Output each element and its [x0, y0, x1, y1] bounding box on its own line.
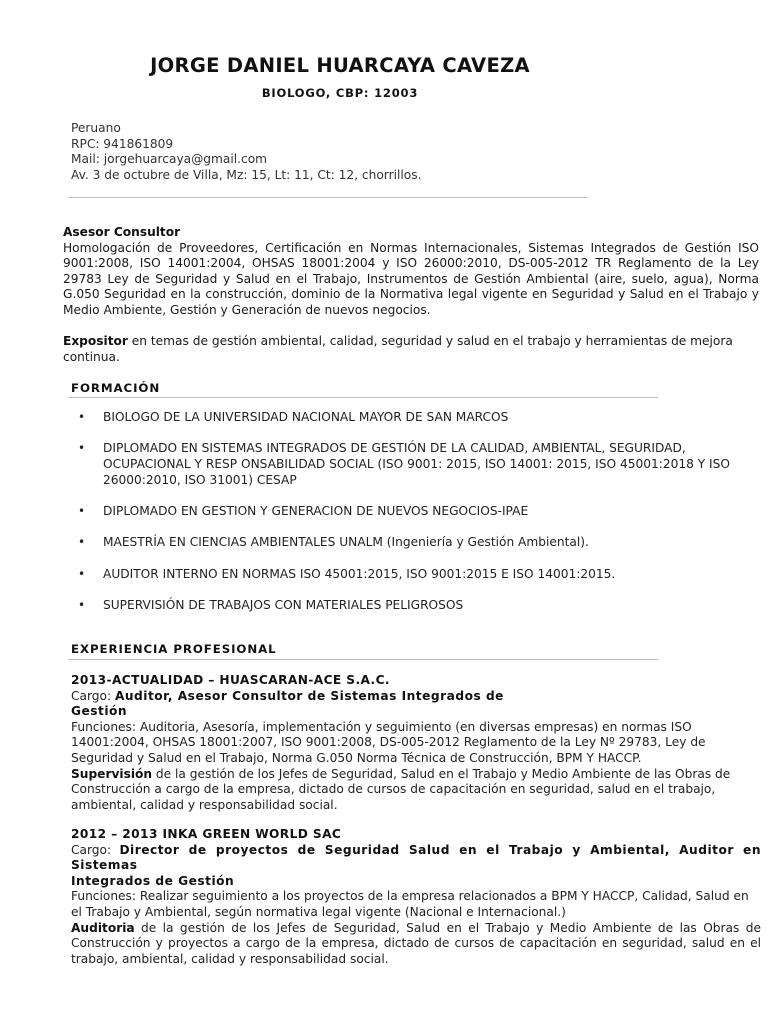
list-item — [71, 567, 761, 583]
extra-text: de la gestión de los Jefes de Seguridad, Salud en el Trabajo y Medio Ambiente de las Obras de Construcción a cargo de la empresa, dictado de cursos de capacitación en seguridad, salud en el trabajo, ambiental, calidad y responsabilidad social. — [71, 766, 731, 812]
formacion-item-text: DIPLOMADO EN SISTEMAS INTEGRADOS DE GESTIÓN DE LA CALIDAD, AMBIENTAL, SEGURIDAD, OCUPACIONAL Y RESP ONSABILIDAD SOCIAL (ISO 9001: 2015, ISO 14001: 2015, ISO 45001:2018 Y ISO 26000:2010, ISO 31001) CESAP — [103, 441, 730, 487]
experiencia-divider — [68, 659, 658, 660]
job-entry — [71, 827, 761, 967]
cargo-label: Cargo: — [71, 688, 115, 703]
bullet-icon: • — [78, 410, 86, 424]
list-item — [71, 441, 761, 488]
list-item — [71, 410, 761, 426]
job-funciones: Funciones: Auditoria, Asesoría, implementación y seguimiento (en diversas empresas) en normas ISO 14001:2004, OHSAS 18001:2007, ISO 9001:2008, DS-005-2012 Reglamento de la Ley Nº 29783, Ley de Seguridad y Salud en el Trabajo, Norma G.050 Norma Técnica de Construcción, BPM Y HACCP. — [71, 719, 706, 765]
formacion-item-text: AUDITOR INTERNO EN NORMAS ISO 45001:2015, ISO 9001:2015 E ISO 14001:2015. — [103, 566, 616, 581]
job-period: 2012 – 2013 INKA GREEN WORLD SAC — [71, 827, 342, 841]
candidate-name: JORGE DANIEL HUARCAYA CAVEZA — [150, 54, 530, 77]
bullet-icon: • — [78, 598, 86, 613]
job-cargo — [71, 689, 761, 705]
formacion-list — [71, 410, 761, 630]
address: Av. 3 de octubre de Villa, Mz: 15, Lt: 11, Ct: 12, chorrillos. — [71, 167, 422, 182]
extra-label: Supervisión — [71, 766, 153, 781]
formacion-divider — [68, 397, 658, 398]
cargo-text: Director de proyectos de Seguridad Salud en el Trabajo y Ambiental, Auditor en Sistemas — [71, 842, 762, 873]
cargo-text: Auditor, Asesor Consultor de Sistemas Integrados de — [114, 688, 504, 703]
extra-label: Auditoria — [71, 920, 135, 935]
job-entry — [71, 673, 761, 813]
formacion-item-text: MAESTRÍA EN CIENCIAS AMBIENTALES UNALM (Ingeniería y Gestión Ambiental). — [103, 535, 589, 550]
expositor-text: en temas de gestión ambiental, calidad, seguridad y salud en el trabajo y herramientas de mejora continua. — [63, 334, 733, 364]
extra-text: de la gestión de los Jefes de Seguridad, Salud en el Trabajo y Medio Ambiente de las Obras de Construcción y proyectos a cargo de la empresa, dictado de cursos de capacitación en seguridad, salud en el trabajo, ambiental, calidad y responsabilidad social. — [71, 920, 761, 966]
list-item — [71, 535, 761, 551]
bullet-icon: • — [78, 535, 86, 550]
job-extra — [71, 767, 761, 814]
job-period: 2013-ACTUALIDAD – HUASCARAN-ACE S.A.C. — [71, 673, 390, 687]
experiencia-heading: EXPERIENCIA PROFESIONAL — [71, 642, 277, 656]
formacion-heading: FORMACIÓN — [71, 381, 161, 395]
job-extra — [71, 921, 761, 968]
divider-line — [68, 197, 588, 198]
bullet-icon: • — [78, 566, 86, 581]
expositor-label: Expositor — [63, 334, 128, 348]
cargo-label: Cargo: — [71, 842, 120, 857]
list-item — [71, 598, 761, 614]
candidate-title: BIOLOGO, CBP: 12003 — [261, 86, 419, 100]
job-funciones: Funciones: Realizar seguimiento a los proyectos de la empresa relacionados a BPM Y HACCP, Calidad, Salud en el Trabajo y Ambiental, según normativa legal vigente (Nacional e Internacional.) — [71, 889, 749, 919]
phone-rpc: RPC: 941861809 — [71, 136, 174, 151]
job-cargo-cont: Gestión — [71, 704, 128, 719]
expositor-paragraph — [63, 334, 759, 365]
nationality: Peruano — [71, 121, 121, 135]
email: Mail: jorgehuarcaya@gmail.com — [71, 152, 268, 167]
list-item — [71, 504, 761, 520]
formacion-item-text: BIOLOGO DE LA UNIVERSIDAD NACIONAL MAYOR DE SAN MARCOS — [103, 410, 509, 424]
profile-heading: Asesor Consultor — [63, 225, 181, 239]
profile-text: Homologación de Proveedores, Certificación en Normas Internacionales, Sistemas Integrados de Gestión ISO 9001:2008, ISO 14001:2004, OHSAS 18001:2004 y ISO 26000:2010, DS-005-2012 TR Reglamento de la Ley 29783 Ley de Seguridad y Salud en el Trabajo, Instrumentos de Gestión Ambiental (aire, suelo, agua), Norma G.050 Seguridad en la construcción, dominio de la Normativa legal vigente en Seguridad y Salud en el Trabajo y Medio Ambiente, Gestión y Generación de nuevos negocios. — [63, 240, 759, 317]
bullet-icon: • — [78, 441, 86, 456]
bullet-icon: • — [78, 503, 86, 518]
formacion-item-text: SUPERVISIÓN DE TRABAJOS CON MATERIALES PELIGROSOS — [103, 598, 464, 613]
job-cargo — [71, 843, 761, 874]
profile-section — [63, 225, 759, 319]
job-cargo-cont: Integrados de Gestión — [71, 873, 235, 888]
contact-block — [71, 121, 421, 183]
formacion-item-text: DIPLOMADO EN GESTION Y GENERACION DE NUEVOS NEGOCIOS-IPAE — [103, 503, 529, 518]
